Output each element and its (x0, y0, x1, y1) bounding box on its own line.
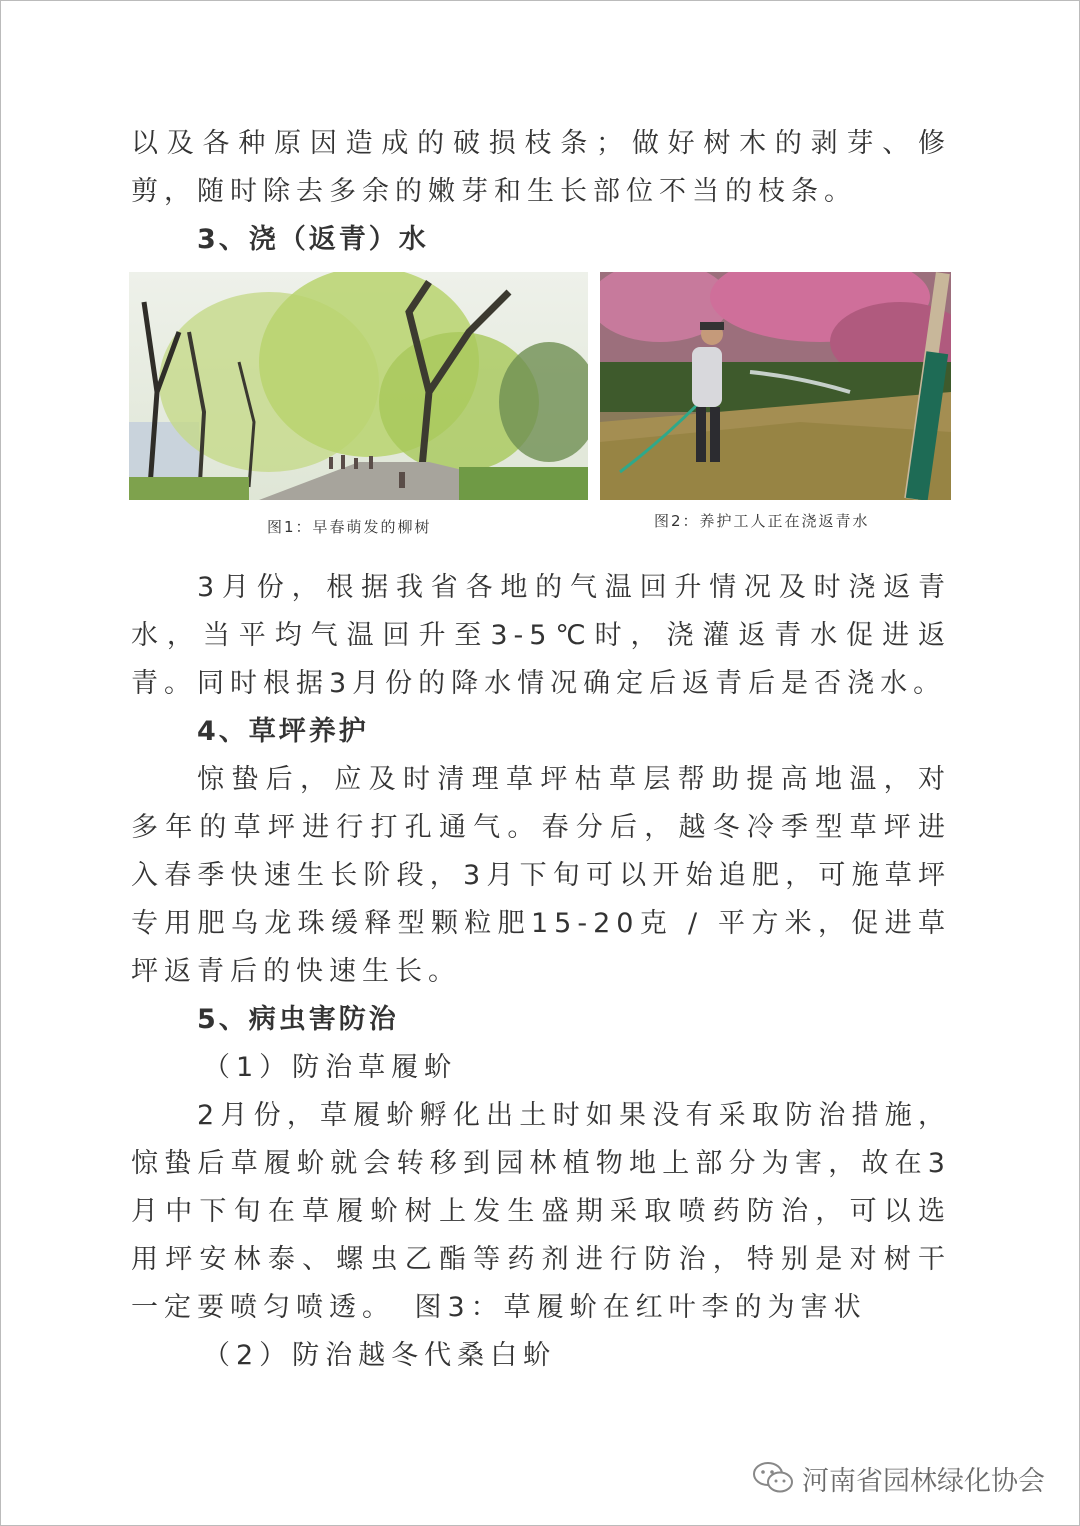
willow-photo (129, 272, 588, 500)
subheading-scale-insect: （1）防治草履蚧 (203, 1052, 458, 1083)
document-body (131, 120, 951, 1380)
heading-watering: 3、浇（返青）水 (197, 224, 429, 255)
heading-lawn-care: 4、草坪养护 (197, 716, 369, 747)
watermark-text: 河南省园林绿化协会 (802, 1465, 1045, 1497)
watering-worker-photo (600, 272, 951, 500)
heading-pest-control: 5、病虫害防治 (197, 1004, 399, 1035)
figure2-caption: 图2：养护工人正在浇返青水 (654, 512, 870, 530)
paragraph-lawn-care: 惊蛰后，应及时清理草坪枯草层帮助提高地温，对多年的草坪进行打孔通气。春分后，越冬冷季型草坪进入春季快速生长阶段，3月下旬可以开始追肥，可施草坪专用肥乌龙珠缓释型颗粒肥15-20克 / 平方米，促进草坪返青后的快速生长。 (131, 764, 951, 987)
subheading-mulberry-scale: （2）防治越冬代桑白蚧 (203, 1340, 557, 1371)
figure-row (131, 272, 951, 558)
wechat-icon (752, 1460, 794, 1496)
paragraph-pruning: 以及各种原因造成的破损枝条；做好树木的剥芽、修剪，随时除去多余的嫩芽和生长部位不当的枝条。 (131, 128, 951, 207)
paragraph-watering: 3月份，根据我省各地的气温回升情况及时浇返青水，当平均气温回升至3-5℃时，浇灌返青水促进返青。同时根据3月份的降水情况确定后返青后是否浇水。 (131, 572, 951, 699)
watermark (752, 1456, 1045, 1500)
paragraph-scale-insect: 2月份，草履蚧孵化出土时如果没有采取防治措施，惊蛰后草履蚧就会转移到园林植物地上部分为害，故在3月中下旬在草履蚧树上发生盛期采取喷药防治，可以选用坪安林泰、螺虫乙酯等药剂进行防治，特别是对树干一定要喷匀喷透。 图3：草履蚧在红叶李的为害状 (131, 1100, 951, 1323)
figure1-caption: 图1：早春萌发的柳树 (267, 518, 432, 536)
